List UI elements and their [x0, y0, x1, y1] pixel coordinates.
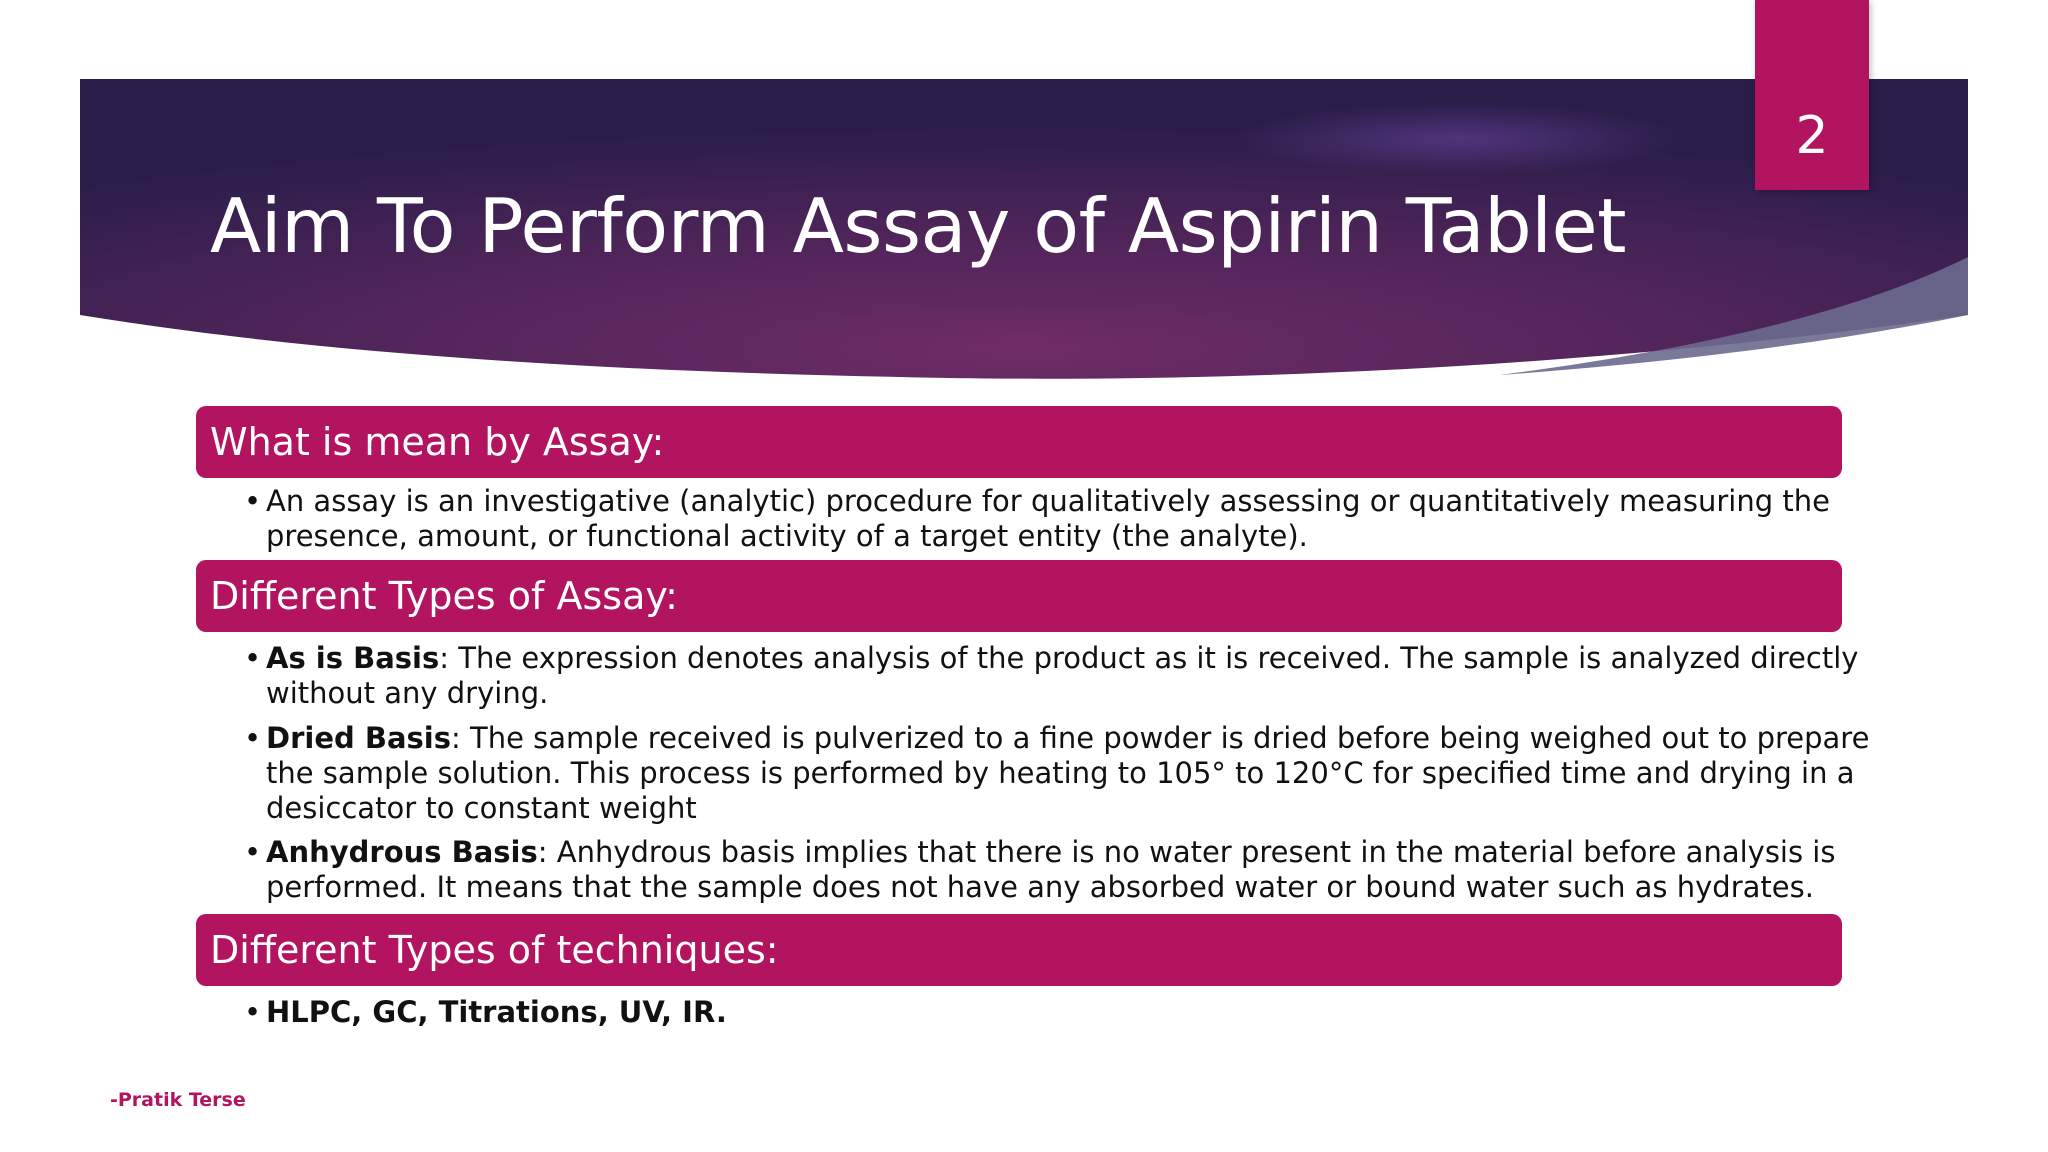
- bullet-term: Anhydrous Basis: [266, 835, 538, 869]
- page-number-badge: [1755, 0, 1869, 190]
- slide-title: Aim To Perform Assay of Aspirin Tablet: [210, 182, 1627, 270]
- bullet-dot: •: [244, 641, 262, 675]
- bullet-line: Dried Basis: The sample received is pulverized to a fine powder is dried before being weighed out to prepare: [266, 721, 1870, 755]
- section-heading-types: Different Types of Assay:: [196, 560, 1842, 632]
- page-number: 2: [1795, 106, 1829, 166]
- bullet-line: [266, 995, 727, 1030]
- bullet-line: presence, amount, or functional activity of a target entity (the analyte).: [266, 519, 1308, 553]
- bullet-term: Dried Basis: [266, 721, 451, 755]
- bullet-term: As is Basis: [266, 641, 440, 675]
- bullet-dried-basis: [246, 721, 1869, 826]
- author-credit: -Pratik Terse: [110, 1089, 246, 1111]
- bullet-dot: •: [244, 484, 262, 518]
- bullet-assay-definition: [246, 484, 1830, 554]
- bullet-line: the sample solution. This process is performed by heating to 105° to 120°C for specified time and drying in a: [266, 756, 1855, 790]
- bullet-line: Anhydrous Basis: Anhydrous basis implies that there is no water present in the material before analysis is: [266, 835, 1836, 869]
- bullet-line: As is Basis: The expression denotes analysis of the product as it is received. The sample is analyzed directly: [266, 641, 1859, 675]
- bullet-techniques: [246, 995, 727, 1030]
- section-heading-techniques: Different Types of techniques:: [196, 914, 1842, 986]
- bullet-line: without any drying.: [266, 676, 549, 710]
- bullet-dot: •: [244, 995, 262, 1029]
- bullet-line: An assay is an investigative (analytic) procedure for qualitatively assessing or quantitatively measuring the: [266, 484, 1830, 518]
- bullet-as-is-basis: [246, 641, 1858, 711]
- bullet-dot: •: [244, 721, 262, 755]
- bullet-line: performed. It means that the sample does not have any absorbed water or bound water such as hydrates.: [266, 870, 1814, 904]
- section-heading-assay: What is mean by Assay:: [196, 406, 1842, 478]
- techniques-list: HLPC, GC, Titrations, UV, IR.: [266, 995, 727, 1029]
- bullet-anhydrous-basis: [246, 835, 1835, 905]
- bullet-line: desiccator to constant weight: [266, 791, 697, 825]
- bullet-dot: •: [244, 835, 262, 869]
